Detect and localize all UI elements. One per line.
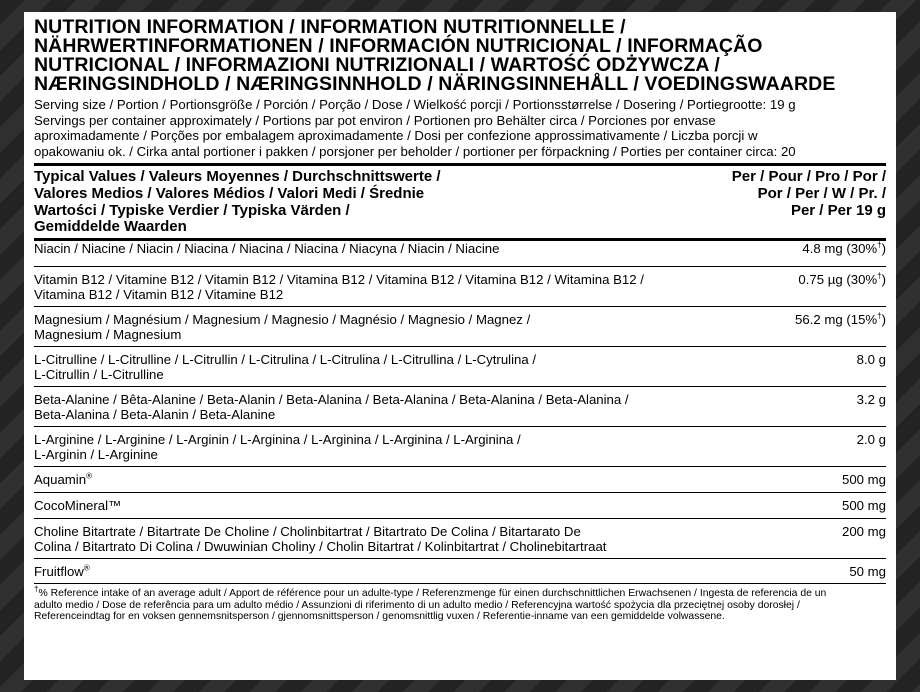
dagger-mark: † bbox=[34, 584, 39, 594]
nutrient-line: CocoMineral™ bbox=[34, 497, 122, 513]
table-row bbox=[34, 266, 886, 306]
nutrient-line: L-Citrulline / L-Citrulline / L-Citrullin / L-Citrulina / L-Citrulina / L-Citrullina / L-Cytrulina / bbox=[34, 351, 537, 367]
table-row bbox=[34, 386, 886, 426]
nutrient-line: L-Citrullin / L-Citrulline bbox=[34, 367, 164, 383]
nutrient-value: 2.0 g bbox=[856, 431, 886, 447]
nutrient-value bbox=[798, 272, 886, 306]
registered-mark: ® bbox=[83, 563, 90, 573]
table-header bbox=[34, 166, 886, 237]
nutrient-name bbox=[34, 392, 629, 426]
nutrient-name bbox=[34, 564, 90, 583]
header-line: Per / Per 19 g bbox=[790, 201, 886, 219]
table-row bbox=[34, 518, 886, 558]
nutrient-value bbox=[802, 241, 886, 266]
nutrient-line: Niacin / Niacine / Niacin / Niacina / Niacina / Niacina / Niacyna / Niacin / Niacine bbox=[34, 240, 500, 256]
nutrient-value: 200 mg bbox=[842, 523, 886, 539]
table-row bbox=[34, 306, 886, 346]
table-row bbox=[34, 238, 886, 266]
footnote-line: adulto medio / Dose de referência para um adulto médio / Assunzioni di riferimento di un adulto medio / Referencyjna wartość spożycia dla przeciętnej osoby dorosłej / bbox=[34, 599, 800, 611]
value-end: ) bbox=[881, 271, 886, 287]
serving-line: Serving size / Portion / Portionsgröße / Porción / Porção / Dose / Wielkość porcji / Portionsstørrelse / Dosering / Portiegrootte: 19 g bbox=[34, 97, 796, 112]
nutrient-line: Choline Bitartrate / Bitartrate De Choline / Cholinbitartrat / Bitartrato De Colina / Bitartarato De bbox=[34, 523, 581, 539]
dagger-mark: † bbox=[877, 311, 882, 321]
nutrient-name bbox=[34, 472, 92, 492]
title-line: NÄHRWERTINFORMATIONEN / INFORMACIÓN NUTRICIONAL / INFORMAÇÃO bbox=[34, 35, 763, 57]
nutrient-value: 8.0 g bbox=[856, 351, 886, 367]
nutrient-line: Beta-Alanine / Bêta-Alanine / Beta-Alanin / Beta-Alanina / Beta-Alanina / Beta-Alanina / Beta-Alanina / bbox=[34, 391, 629, 407]
nutrient-line: Magnesium / Magnésium / Magnesium / Magnesio / Magnésio / Magnesio / Magnez / bbox=[34, 311, 531, 327]
serving-line: opakowaniu ok. / Cirka antal portioner i pakken / porsjoner per beholder / portioner per förpackning / Porties per container circa: 20 bbox=[34, 143, 796, 159]
nutrient-name bbox=[34, 524, 606, 558]
registered-mark: ® bbox=[86, 471, 92, 481]
nutrient-line: L-Arginine / L-Arginine / L-Arginin / L-Arginina / L-Arginina / L-Arginina / L-Arginina / bbox=[34, 431, 521, 447]
title-line: NUTRITION INFORMATION / INFORMATION NUTRITIONNELLE / bbox=[34, 16, 626, 38]
header-line: Per / Pour / Pro / Por / bbox=[731, 168, 886, 186]
nutrition-title bbox=[34, 18, 886, 94]
nutrient-name bbox=[34, 352, 536, 386]
nutrient-name bbox=[34, 272, 644, 306]
table-row bbox=[34, 426, 886, 466]
dagger-mark: † bbox=[877, 271, 882, 281]
nutrient-line: Colina / Bitartrato Di Colina / Dwuwinian Choliny / Cholin Bitartrat / Kolinbitartrat / Cholinebitartraat bbox=[34, 539, 607, 555]
nutrient-line: Fruitflow bbox=[34, 563, 84, 579]
table-row bbox=[34, 346, 886, 386]
table-row bbox=[34, 558, 886, 584]
nutrient-line: Vitamin B12 / Vitamine B12 / Vitamin B12 / Vitamina B12 / Vitamina B12 / Vitamina B12 / Witamina B12 / bbox=[34, 271, 644, 287]
value-end: ) bbox=[881, 240, 886, 256]
header-per-serving bbox=[732, 169, 886, 235]
header-line: Typical Values / Valeurs Moyennes / Durchschnittswerte / bbox=[34, 168, 441, 186]
nutrition-panel bbox=[24, 12, 896, 680]
header-label bbox=[34, 169, 441, 235]
serving-info bbox=[34, 97, 886, 159]
nutrient-value: 3.2 g bbox=[856, 391, 886, 407]
value-text: 0.75 µg (30% bbox=[798, 271, 878, 287]
value-text: 4.8 mg (30% bbox=[802, 240, 878, 256]
table-row bbox=[34, 466, 886, 492]
nutrient-line: Beta-Alanina / Beta-Alanin / Beta-Alanine bbox=[34, 407, 276, 423]
nutrient-value bbox=[795, 312, 886, 346]
nutrient-line: Magnesium / Magnesium bbox=[34, 327, 182, 343]
header-line: Por / Per / W / Pr. / bbox=[757, 184, 886, 202]
header-line: Gemiddelde Waarden bbox=[34, 218, 187, 236]
footnote-line bbox=[34, 584, 886, 600]
value-end: ) bbox=[881, 311, 886, 327]
dagger-mark: † bbox=[877, 240, 882, 250]
nutrient-value: 50 mg bbox=[849, 563, 886, 579]
nutrient-line: Vitamina B12 / Vitamin B12 / Vitamine B12 bbox=[34, 287, 284, 303]
serving-line: Servings per container approximately / Portions par pot environ / Portionen pro Behälter circa / Porciones por envase bbox=[34, 112, 716, 128]
nutrient-name bbox=[34, 312, 530, 346]
serving-line: aproximadamente / Porções por embalagem aproximadamente / Dosi per confezione approssimativamente / Liczba porcji w bbox=[34, 128, 758, 144]
nutrient-line: Aquamin bbox=[34, 471, 87, 487]
header-line: Valores Medios / Valores Médios / Valori Medi / Średnie bbox=[34, 184, 425, 202]
value-text: 56.2 mg (15% bbox=[795, 311, 878, 327]
nutrient-value: 500 mg bbox=[842, 471, 886, 487]
footnote-line: Referenceindtag for en voksen gennemsnitsperson / gjennomsnittsperson / genomsnittlig vuxen / Referentie-inname van een gemiddelde volwassene. bbox=[34, 611, 725, 623]
table-row bbox=[34, 492, 886, 518]
nutrient-name bbox=[34, 498, 121, 518]
nutrient-name bbox=[34, 241, 499, 266]
title-line: NUTRICIONAL / INFORMAZIONI NUTRIZIONALI / WARTOŚĆ ODŻYWCZA / bbox=[34, 54, 720, 76]
footnote-text: % Reference intake of an average adult / Apport de référence pour un adulte-type / Referenzmenge für einen durchschnittlichen Erwachsenen / Ingesta de referencia de un bbox=[38, 587, 827, 599]
footnote bbox=[34, 584, 886, 623]
nutrient-line: L-Arginin / L-Arginine bbox=[34, 447, 158, 463]
nutrient-value: 500 mg bbox=[842, 497, 886, 513]
title-line: NÆRINGSINDHOLD / NÆRINGSINNHOLD / NÄRINGSINNEHÅLL / VOEDINGSWAARDE bbox=[34, 73, 836, 95]
header-line: Wartości / Typiske Verdier / Typiska Värden / bbox=[34, 201, 350, 219]
nutrient-name bbox=[34, 432, 521, 466]
